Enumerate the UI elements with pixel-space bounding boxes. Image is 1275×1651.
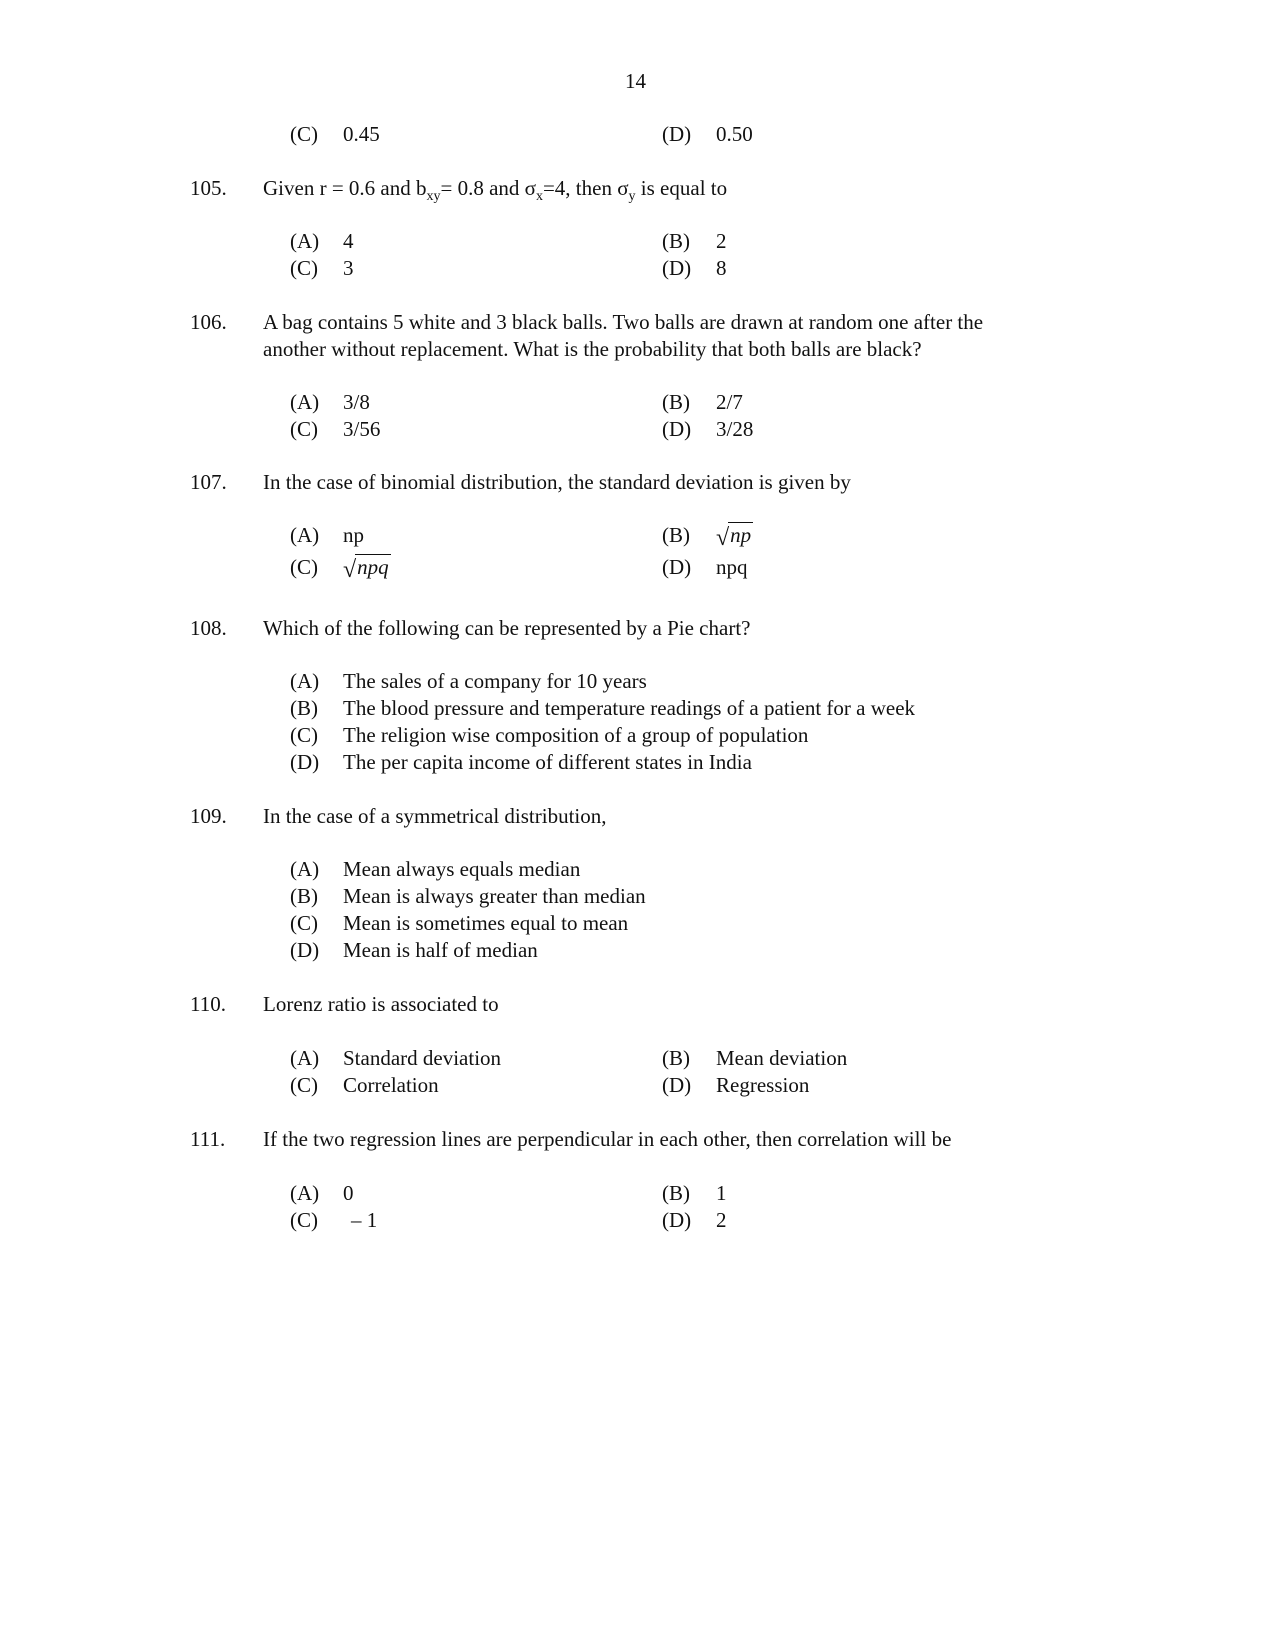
- sqrt-icon: √: [716, 525, 730, 551]
- option-letter: (B): [290, 884, 318, 908]
- option-text: 8: [716, 256, 727, 280]
- option-text: Mean is always greater than median: [343, 884, 646, 908]
- page-number: 14: [625, 69, 646, 93]
- question-text: another without replacement. What is the probability that both balls are black?: [263, 337, 922, 361]
- option-letter: (D): [662, 256, 692, 280]
- option-letter: (B): [290, 696, 318, 720]
- question-text: If the two regression lines are perpendicular in each other, then correlation will be: [263, 1127, 952, 1151]
- option-text: The per capita income of different states in India: [343, 750, 752, 774]
- q104-option-d-letter: (D): [662, 122, 692, 146]
- sqrt-expression: [343, 554, 391, 583]
- sqrt-icon: √: [343, 557, 357, 583]
- radicand: np: [730, 523, 752, 547]
- option-letter: (D): [290, 750, 320, 774]
- question-text: In the case of a symmetrical distribution,: [263, 804, 607, 828]
- option-letter: (B): [662, 1046, 690, 1070]
- option-letter: (B): [662, 390, 690, 414]
- option-letter: (D): [662, 417, 692, 441]
- option-letter: (D): [290, 938, 320, 962]
- question-text-part: Given r = 0.6 and b: [263, 176, 427, 200]
- option-letter: (C): [290, 555, 318, 579]
- option-letter: (B): [662, 523, 690, 547]
- option-text: Regression: [716, 1073, 810, 1097]
- question-number: 108.: [190, 616, 227, 640]
- option-letter: (A): [290, 523, 320, 547]
- option-letter: (B): [662, 1181, 690, 1205]
- sqrt-expression: [716, 522, 753, 551]
- option-letter: (D): [662, 555, 692, 579]
- option-text: The religion wise composition of a group of population: [343, 723, 809, 747]
- question-text: Lorenz ratio is associated to: [263, 992, 499, 1016]
- option-text: – 1: [351, 1208, 378, 1232]
- option-letter: (A): [290, 1046, 320, 1070]
- option-text: Mean deviation: [716, 1046, 848, 1070]
- option-letter: (C): [290, 1073, 318, 1097]
- option-letter: (C): [290, 256, 318, 280]
- option-letter: (A): [290, 229, 320, 253]
- option-text: 3/28: [716, 417, 754, 441]
- question-number: 111.: [190, 1127, 226, 1151]
- option-text: 1: [716, 1181, 727, 1205]
- subscript-xy: xy: [426, 189, 441, 204]
- option-letter: (C): [290, 1208, 318, 1232]
- option-text: 2: [716, 1208, 727, 1232]
- subscript-y: y: [628, 189, 636, 204]
- option-text: Correlation: [343, 1073, 439, 1097]
- q104-option-c-text: 0.45: [343, 122, 380, 146]
- option-text: Mean is sometimes equal to mean: [343, 911, 629, 935]
- question-text: [263, 176, 728, 204]
- option-text: 0: [343, 1181, 354, 1205]
- option-text: 3/56: [343, 417, 381, 441]
- option-letter: (A): [290, 669, 320, 693]
- question-number: 109.: [190, 804, 227, 828]
- question-number: 107.: [190, 470, 227, 494]
- option-letter: (C): [290, 911, 318, 935]
- option-text: 3: [343, 256, 354, 280]
- question-text-part: = 0.8 and σ: [440, 176, 536, 200]
- question-text: In the case of binomial distribution, the standard deviation is given by: [263, 470, 851, 494]
- option-letter: (B): [662, 229, 690, 253]
- option-letter: (A): [290, 390, 320, 414]
- option-text: 2: [716, 229, 727, 253]
- option-text: Standard deviation: [343, 1046, 502, 1070]
- option-letter: (D): [662, 1208, 692, 1232]
- option-letter: (A): [290, 1181, 320, 1205]
- question-number: 110.: [190, 992, 226, 1016]
- question-text: A bag contains 5 white and 3 black balls. Two balls are drawn at random one after the: [263, 310, 984, 334]
- option-letter: (A): [290, 857, 320, 881]
- option-text: 3/8: [343, 390, 370, 414]
- question-text-part: is equal to: [635, 176, 728, 200]
- option-text: The blood pressure and temperature readings of a patient for a week: [343, 696, 916, 720]
- question-text: Which of the following can be represented by a Pie chart?: [263, 616, 751, 640]
- question-number: 105.: [190, 176, 227, 200]
- option-text: 2/7: [716, 390, 743, 414]
- q104-option-c-letter: (C): [290, 122, 318, 146]
- option-text: 4: [343, 229, 354, 253]
- subscript-x: x: [535, 189, 543, 204]
- question-number: 106.: [190, 310, 227, 334]
- option-text: Mean is half of median: [343, 938, 538, 962]
- option-text: Mean always equals median: [343, 857, 581, 881]
- option-text: np: [343, 523, 364, 547]
- radicand: npq: [357, 555, 389, 579]
- option-letter: (C): [290, 723, 318, 747]
- option-letter: (C): [290, 417, 318, 441]
- q104-option-d-text: 0.50: [716, 122, 753, 146]
- option-text: npq: [716, 555, 748, 579]
- question-text-part: =4, then σ: [542, 176, 629, 200]
- option-letter: (D): [662, 1073, 692, 1097]
- option-text: The sales of a company for 10 years: [343, 669, 647, 693]
